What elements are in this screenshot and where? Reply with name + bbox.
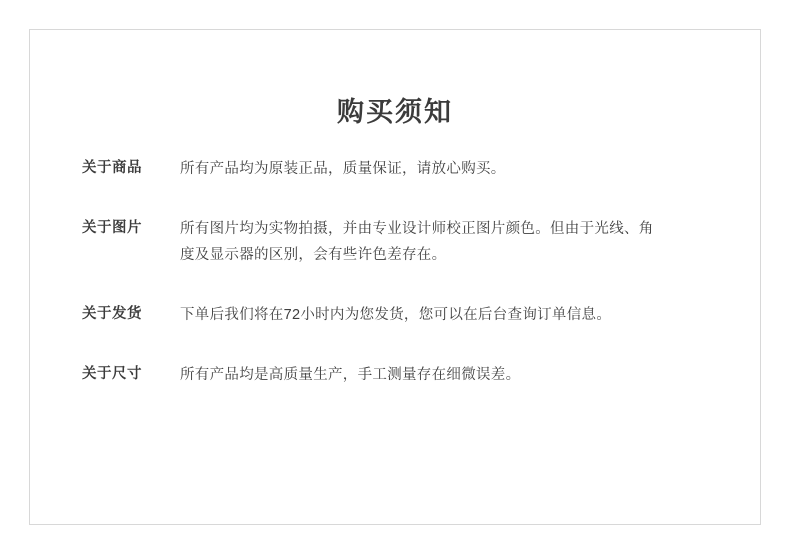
- notice-list: [82, 156, 720, 422]
- list-item: [82, 216, 720, 268]
- notice-text-product: 所有产品均为原装正品，质量保证，请放心购买。: [180, 161, 506, 177]
- notice-label-shipping: 关于发货: [82, 306, 142, 322]
- notice-label-size: 关于尺寸: [82, 366, 142, 382]
- notice-text-size: 所有产品均是高质量生产，手工测量存在细微误差。: [180, 367, 521, 383]
- list-item: [82, 156, 720, 182]
- notice-text-shipping: 下单后我们将在72小时内为您发货，您可以在后台查询订单信息。: [180, 307, 612, 323]
- notice-text-image: 所有图片均为实物拍摄，并由专业设计师校正图片颜色。但由于光线、角度及显示器的区别，会有些许色差存在。: [180, 221, 654, 263]
- list-item: [82, 362, 720, 388]
- notice-label-image: 关于图片: [82, 220, 142, 236]
- content-frame: [29, 29, 761, 525]
- notice-label-product: 关于商品: [82, 160, 142, 176]
- list-item: [82, 302, 720, 328]
- page-title: 购买须知: [337, 97, 453, 127]
